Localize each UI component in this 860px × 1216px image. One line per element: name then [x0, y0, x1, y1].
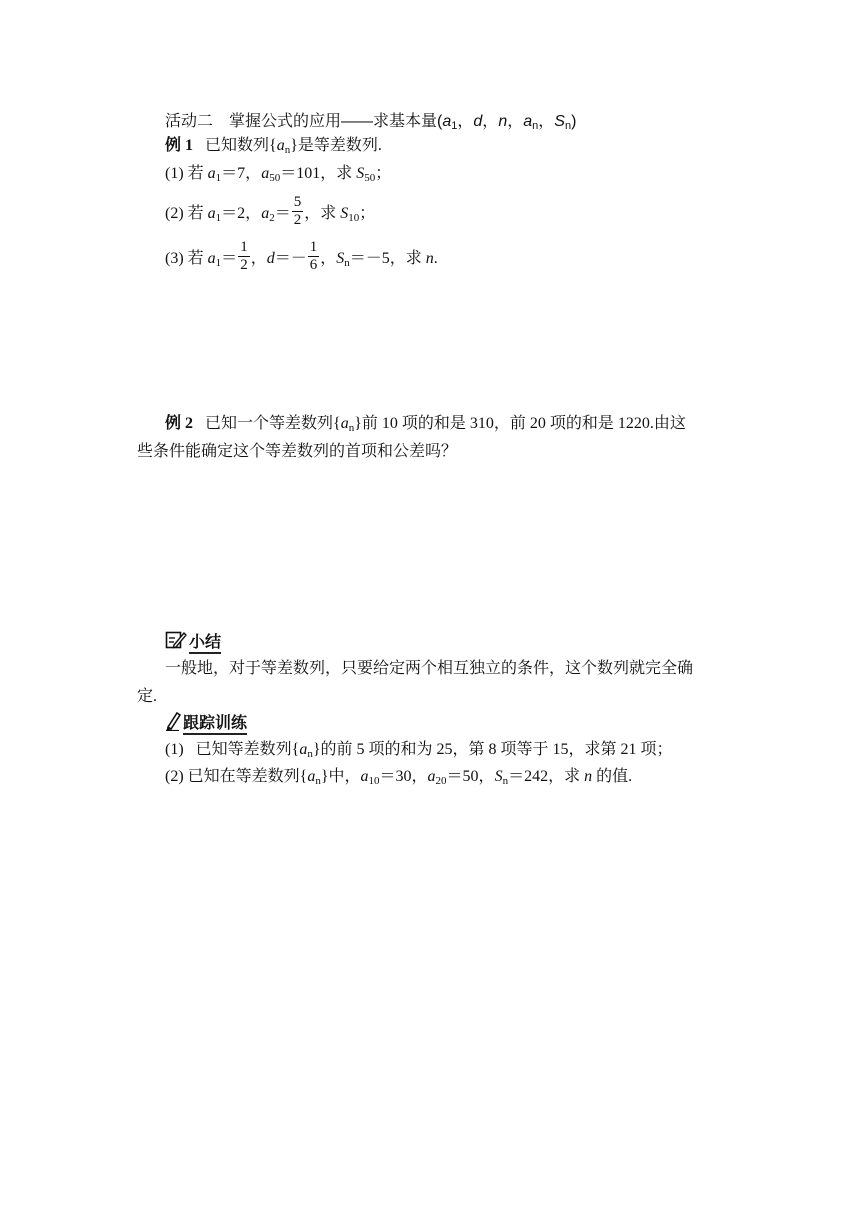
summary-line-1: 一般地，对于等差数列，只要给定两个相互独立的条件，这个数列就完全确: [165, 660, 694, 677]
activity2-heading: 活动二 掌握公式的应用——求基本量($a_1$，d，n，$a_n$，$S_n$): [165, 113, 577, 132]
example2-line-2: 些条件能确定这个等差数列的首项和公差吗？: [137, 443, 458, 460]
practice-title: 跟踪训练: [183, 715, 247, 735]
example1-label: 例 1: [165, 137, 194, 154]
fraction: $\frac{5}{2}$: [293, 194, 302, 228]
activity2-title: 活动二 掌握公式的应用——求基本量(: [165, 113, 443, 130]
fraction: $\frac{1}{6}$: [309, 239, 318, 273]
pen-icon: [165, 711, 181, 737]
example1-question-3: (3) 若 $a_1=$ $\frac{1}{2}$ ，d＝－ $\frac{1}{6}$ ，$S_n=-5$，求 n.: [165, 239, 438, 273]
practice-item-2: (2) 已知在等差数列$\{a_n\}$中，$a_{10}=30$，$a_{20}=50$，$S_n=242$，求 n 的值.: [165, 768, 633, 787]
example1-question-2: (2) 若 $a_1=2$，$a_2=$ $\frac{5}{2}$ ，求 $S_{10}$；: [165, 194, 376, 228]
example1-question-1: (1) 若 $a_1=7$，$a_{50}=101$，求 $S_{50}$；: [165, 165, 392, 184]
example2-line-1: 例 2 已知一个等差数列$\{a_n\}$前 10 项的和是 310，前 20 项的和是 1220.由这: [165, 415, 686, 434]
var-a: a: [442, 113, 452, 130]
fraction: $\frac{1}{2}$: [240, 239, 248, 273]
practice-heading: [165, 711, 247, 735]
pencil-note-icon: [165, 630, 187, 656]
practice-item-1: (1) 已知等差数列$\{a_n\}$的前 5 项的和为 25，第 8 项等于 15，求第 21 项；: [165, 741, 673, 760]
example2-label: 例 2: [165, 415, 194, 432]
summary-line-2: 定.: [137, 688, 158, 705]
summary-title: 小结: [189, 634, 221, 654]
example1-intro: 例 1 已知数列$\{a_n\}$是等差数列.: [165, 137, 382, 156]
summary-heading: [165, 630, 221, 654]
